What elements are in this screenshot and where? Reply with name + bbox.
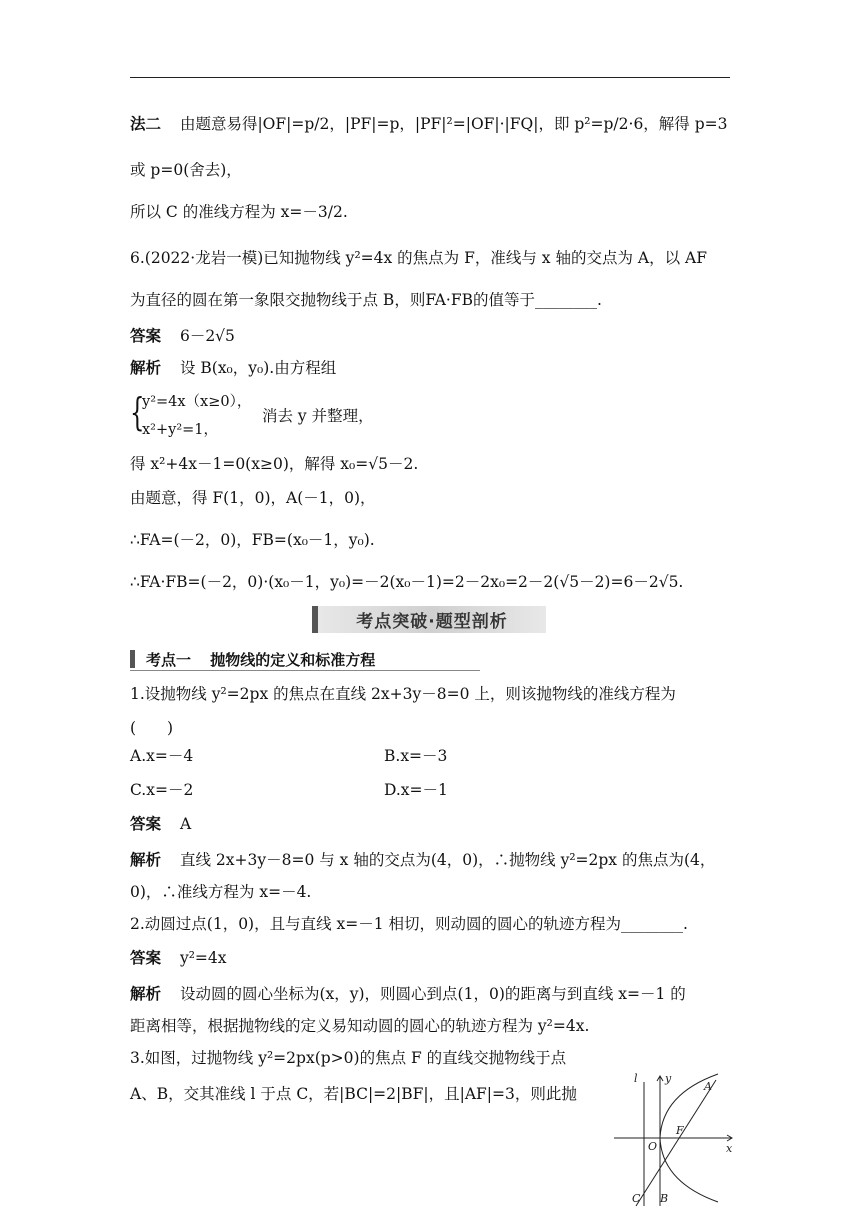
q6-answer xyxy=(130,326,235,346)
q3-line1: 3.如图，过抛物线 y²=2px(p>0)的焦点 F 的直线交抛物线于点 xyxy=(130,1049,567,1067)
q1-answer-label: 答案 xyxy=(130,815,162,833)
kaodian-title xyxy=(146,649,375,670)
method2-line2: 或 p=0(舍去)， xyxy=(130,161,242,179)
q1-line1: 1.设抛物线 y²=2px 的焦点在直线 2x+3y－8=0 上，则该抛物线的准线方程为 xyxy=(130,685,676,703)
q6-analysis-text1: 设 B(x₀，y₀).由方程组 xyxy=(179,359,337,377)
q2-answer-label: 答案 xyxy=(130,949,162,967)
q6-analysis xyxy=(130,358,336,378)
label-O: O xyxy=(648,1140,658,1153)
kaodian-header xyxy=(130,648,480,671)
method2-label: 法二 xyxy=(130,115,162,133)
kaodian-label: 考点一 xyxy=(146,651,192,669)
q1-line2: ( ) xyxy=(130,719,174,737)
label-F: F xyxy=(676,1124,684,1137)
parabola-figure xyxy=(610,1068,740,1208)
section-banner: 考点突破·题型剖析 xyxy=(312,606,546,633)
q6-analysis-label: 解析 xyxy=(130,359,162,377)
label-B: B xyxy=(660,1192,669,1205)
q1-option-b: B.x=－3 xyxy=(384,747,448,765)
q1-option-d: D.x=－1 xyxy=(384,781,448,799)
q2-line1: 2.动圆过点(1，0)，且与直线 x=－1 相切，则动圆的圆心的轨迹方程为________. xyxy=(130,915,688,933)
method2-text1: 由题意易得|OF|=p/2，|PF|=p，|PF|²=|OF|·|FQ|，即 p²=p/2·6，解得 p=3 xyxy=(179,115,728,133)
label-A: A xyxy=(704,1080,712,1093)
label-C: C xyxy=(632,1192,641,1205)
q2-answer xyxy=(130,948,227,968)
q2-analysis xyxy=(130,984,686,1004)
q2-analysis-text2: 距离相等，根据抛物线的定义易知动圆的圆心的轨迹方程为 y²=4x. xyxy=(130,1017,590,1035)
method2-line1 xyxy=(130,114,728,134)
q6-analysis-text5: ∴FA·FB=(－2，0)·(x₀－1，y₀)=－2(x₀－1)=2－2x₀=2－2(√5－2)=6－2√5. xyxy=(130,573,684,591)
q1-analysis-text1: 直线 2x+3y－8=0 与 x 轴的交点为(4，0)，∴抛物线 y²=2px 的焦点为(4， xyxy=(179,851,716,869)
q1-answer-value: A xyxy=(179,815,192,833)
q1-answer xyxy=(130,814,191,834)
q3-line2: A、B，交其准线 l 于点 C，若|BC|=2|BF|，且|AF|=3，则此抛 xyxy=(130,1085,577,1103)
q6-analysis-text3: 由题意，得 F(1，0)，A(－1，0)， xyxy=(130,489,376,507)
q6-system-note: 消去 y 并整理， xyxy=(262,407,374,425)
q6-line1: 6.(2022·龙岩一模)已知抛物线 y²=4x 的焦点为 F，准线与 x 轴的交点为 A，以 AF xyxy=(130,249,707,267)
label-l: l xyxy=(634,1072,638,1085)
method2-line3: 所以 C 的准线方程为 x=－3/2. xyxy=(130,203,348,221)
q6-answer-label: 答案 xyxy=(130,327,162,345)
q6-analysis-text4: ∴FA=(－2，0)，FB=(x₀－1，y₀). xyxy=(130,531,375,549)
q6-system-eq2: x²+y²=1， xyxy=(142,422,219,438)
q2-analysis-text1: 设动圆的圆心坐标为(x，y)，则圆心到点(1，0)的距离与到直线 x=－1 的 xyxy=(179,985,686,1003)
q2-answer-value: y²=4x xyxy=(179,949,227,967)
q1-analysis-label: 解析 xyxy=(130,851,162,869)
q1-analysis xyxy=(130,850,715,870)
label-y: y xyxy=(665,1072,672,1085)
q6-analysis-text2: 得 x²+4x－1=0(x≥0)，解得 x₀=√5－2. xyxy=(130,455,419,473)
q6-line2: 为直径的圆在第一象限交抛物线于点 B，则FA·FB的值等于________. xyxy=(130,291,602,309)
top-rule xyxy=(130,77,730,78)
q2-analysis-label: 解析 xyxy=(130,985,162,1003)
q1-option-a: A.x=－4 xyxy=(130,747,194,765)
system-brace: { xyxy=(130,390,145,434)
q6-answer-value: 6－2√5 xyxy=(179,327,235,345)
kaodian-marker xyxy=(130,650,135,668)
kaodian-name: 抛物线的定义和标准方程 xyxy=(210,651,376,669)
q1-option-c: C.x=－2 xyxy=(130,781,194,799)
q1-analysis-text2: 0)，∴准线方程为 x=－4. xyxy=(130,883,312,901)
label-x: x xyxy=(726,1142,733,1155)
q6-system-eq1: y²=4x（x≥0）， xyxy=(142,394,252,410)
